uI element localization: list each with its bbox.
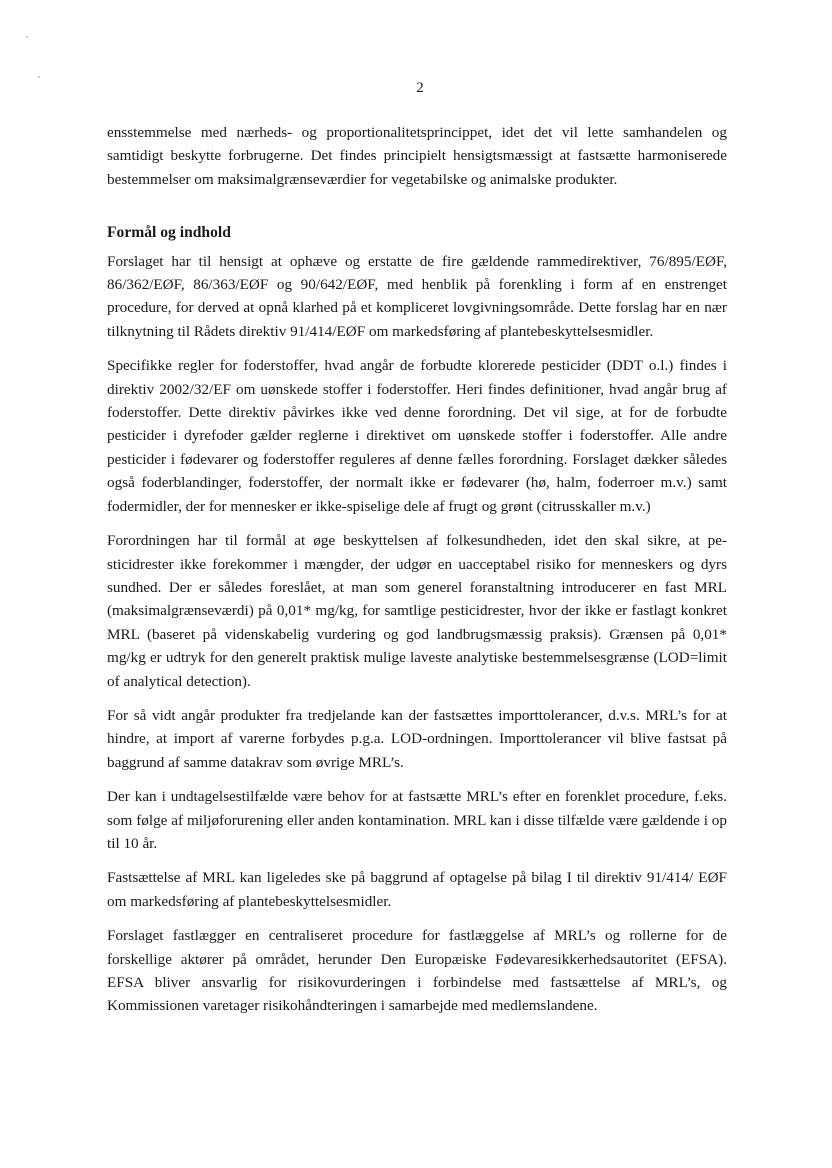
intro-paragraph: ensstemmelse med nærheds- og proportionalitetsprincippet, idet det vil lette samhandelen og samtidigt beskytte forbrugerne. Det findes principielt hensigtsmæssigt at fastsætte harmoniserede bestemmelser om maksimalgrænseværdier for vegetabilske og animalske produkter. [107,124,727,188]
paragraph-exceptions: Der kan i undtagelsestilfælde være behov for at fastsætte MRL’s efter en forenklet procedure, f.eks. som følge af miljøforurening eller anden kontamination. MRL kan i disse tilfælde være gældende i op til 10 år. [107,788,727,852]
paragraph-feed-rules: Specifikke regler for foderstoffer, hvad angår de forbudte klorerede pesticider (DDT o.l.) findes i direktiv 2002/32/EF om uønskede stoffer i foderstoffer. Heri findes definitioner, hvad angår brug af foderstoffer. Dette direktiv påvirkes ikke ved denne forordning. Det vil sige, at for de forbudte pesticider i dyrefoder gælder reglerne i direktivet om uønskede stoffer i foderstoffer. Alle andre pesticider i fødevarer og foderstoffer reguleres af denne fælles forordning. Forslaget dækker således også foderblandinger, foderstoffer, der normalt ikke er fødevarer (hø, halm, foderroer m.v.) samt fodermidler, der for mennesker er ikke-spiselige dele af frugt og grønt (citrusskaller m.v.) [107,357,727,515]
page-number: 2 [416,80,424,96]
scan-speck [26,36,28,38]
paragraph-regulation-aim: Forordningen har til formål at øge beskyttelsen af folkesundheden, idet den skal sikre, at pesticidrester ikke forekommer i mængder, der udgør en uacceptabel risiko for menneskers og dyrs sundhed. Der er således foreslået, at man som generel foranstaltning introducerer en fast MRL (maksimalgrænseværdi) på 0,01* mg/kg, for samtlige pesticidrester, hvor der ikke er fastlagt konkret MRL (baseret på videnskabelig vurdering og god landbrugsmæssig praksis). Grænsen på 0,01* mg/kg er udtryk for den generelt praktisk mulige laveste analytiske bestemmelsesgrænse (LOD=limit of analytical detection). [107,532,727,690]
paragraph-import-tolerances: For så vidt angår produkter fra tredjelande kan der fastsættes importtolerancer, d.v.s. MRL’s for at hindre, at import af varerne forbydes p.g.a. LOD-ordningen. Importtolerancer vil blive fastsat på baggrund af samme datakrav som øvrige MRL’s. [107,706,727,771]
paragraph-annex-listing: Fastsættelse af MRL kan ligeledes ske på baggrund af optagelse på bilag I til direktiv 91/414/ EØF om markedsføring af plantebeskyttelsesmidler. [107,869,727,910]
document-body [107,121,727,1029]
paragraph-centralised-procedure: Forslaget fastlægger en centraliseret procedure for fastlæggelse af MRL’s og rollerne for de forskellige aktører på området, herunder Den Europæiske Fødevaresikkerhedsautoritet (EFSA). EFSA bliver ansvarlig for risikovurderingen i forbindelse med fastsættelse af MRL’s, og Kommissionen varetager risikohåndteringen i samarbejde med medlemslandene. [107,927,727,1015]
scan-speck [38,76,40,78]
section-heading: Formål og indhold [107,224,231,242]
paragraph-purpose: Forslaget har til hensigt at ophæve og erstatte de fire gældende rammedirektiver, 76/895/EØF, 86/362/EØF, 86/363/EØF og 90/642/EØF, med henblik på forenkling i form af en enstrenget procedure, for derved at opnå klarhed på et kompliceret lovgivningsområde. Dette forslag har en nær tilknytning til Rådets direktiv 91/414/EØF om markedsføring af plantebeskyttelsesmidler. [107,252,727,340]
